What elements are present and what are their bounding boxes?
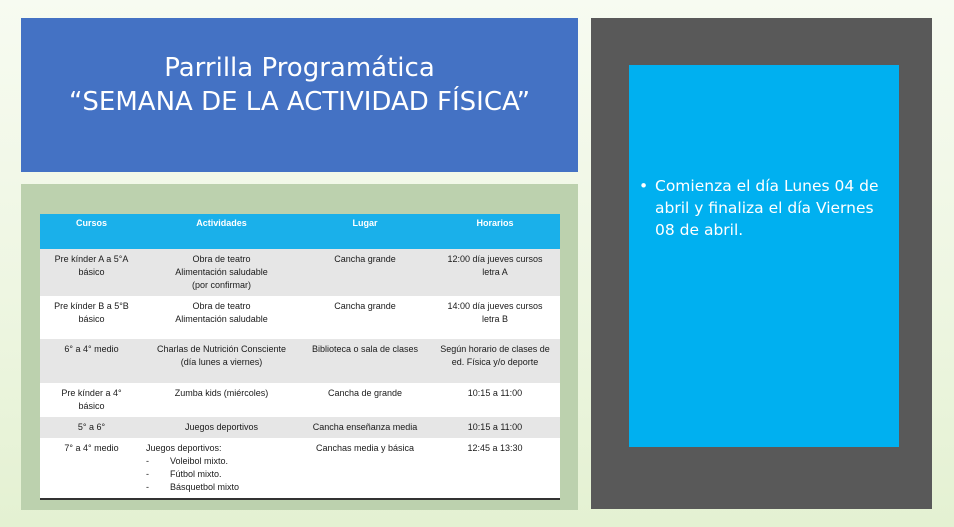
cell-text: Cancha de grande [327,388,403,398]
cell-cursos [40,296,143,339]
list-item-text: Básquetbol mixto [170,482,240,492]
cell-horarios [430,438,560,499]
cell-lugar [300,296,430,339]
cell-text: 7° a 4° medio [64,443,119,453]
cell-lugar [300,249,430,296]
cell-text: básico [78,401,105,411]
cell-lugar [300,339,430,383]
list-item-text: Fútbol mixto. [170,469,222,479]
cell-text: 10:15 a 11:00 [467,422,523,432]
cell-horarios [430,417,560,438]
cell-actividades [143,339,300,383]
cell-cursos [40,417,143,438]
cell-cursos [40,249,143,296]
bullet-icon: • [639,177,649,195]
cell-text: 14:00 día jueves cursos [447,301,543,311]
header-lugar: Lugar [300,214,430,249]
cell-text: Pre kínder B a 5°B [54,301,129,311]
slide-title-line-1: Parrilla Programática [164,53,435,83]
cell-cursos [40,339,143,383]
cell-text: Obra de teatro [192,254,251,264]
cell-text: 5° a 6° [77,422,106,432]
cell-horarios [430,339,560,383]
cell-text: básico [78,314,105,324]
header-cursos: Cursos [40,214,143,249]
cell-lugar [300,417,430,438]
cell-text: Biblioteca o sala de clases [311,344,419,354]
table-row [40,339,560,383]
table-row [40,417,560,438]
cell-text: letra B [481,314,508,324]
cell-text: Charlas de Nutrición Consciente [156,344,287,354]
table-row [40,249,560,296]
cell-text: Canchas media y básica [315,443,415,453]
cell-text: 6° a 4° medio [64,344,119,354]
schedule-panel [21,184,578,510]
cell-text: Juegos deportivos: [146,443,222,453]
bullet-row [639,175,885,241]
cell-actividades [143,438,300,499]
list-item [146,455,297,468]
table-header-row [40,214,560,249]
list-item [146,481,297,494]
cell-text: ed. Física y/o deporte [451,357,539,367]
cell-text: básico [78,267,105,277]
cell-actividades [143,296,300,339]
cell-text: Según horario de clases de [440,344,550,354]
cell-text: (día lunes a viernes) [180,357,263,367]
dash-marker: - [146,482,149,492]
cell-text: Juegos deportivos [184,422,259,432]
table-row [40,438,560,499]
cell-actividades [143,249,300,296]
cell-actividades [143,383,300,417]
dash-marker: - [146,469,149,479]
cell-actividades [143,417,300,438]
date-info-text: Comienza el día Lunes 04 de abril y finaliza el día Viernes 08 de abril. [655,177,879,239]
list-item-text: Voleibol mixto. [170,456,229,466]
slide-title-line-2: “SEMANA DE LA ACTIVIDAD FÍSICA” [68,87,531,117]
table-row [40,383,560,417]
cell-text: Cancha grande [334,301,396,311]
cell-text: 12:00 día jueves cursos [447,254,543,264]
cell-text: 10:15 a 11:00 [467,388,523,398]
cell-lugar [300,438,430,499]
cell-text: Alimentación saludable [175,314,268,324]
date-info-card [629,65,899,447]
title-box [21,18,578,172]
header-actividades: Actividades [143,214,300,249]
cell-cursos [40,438,143,499]
cell-text: Alimentación saludable [175,267,268,277]
cell-horarios [430,296,560,339]
cell-text: letra A [482,267,508,277]
cell-text: (por confirmar) [191,280,251,290]
schedule-table [40,214,560,500]
cell-text: Zumba kids (miércoles) [174,388,269,398]
cell-horarios [430,249,560,296]
cell-text: Pre kínder a 4° [61,388,122,398]
cell-lugar [300,383,430,417]
cell-text: Cancha grande [334,254,396,264]
list-item [146,468,297,481]
cell-text: Pre kínder A a 5°A [54,254,129,264]
cell-text: Cancha enseñanza media [312,422,418,432]
cell-text: 12:45 a 13:30 [467,443,523,453]
cell-horarios [430,383,560,417]
dash-marker: - [146,456,149,466]
side-panel [591,18,932,509]
cell-text: Obra de teatro [192,301,251,311]
cell-cursos [40,383,143,417]
table-row [40,296,560,339]
header-horarios: Horarios [430,214,560,249]
